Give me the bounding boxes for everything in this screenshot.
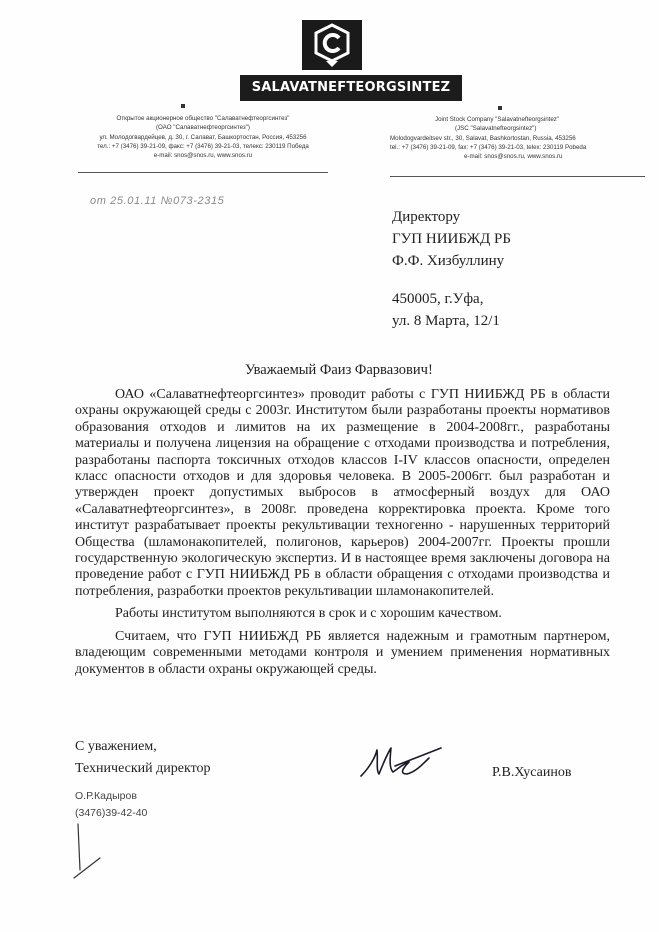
letterhead-line: e-mail: snos@snos.ru, www.snos.ru [153, 152, 253, 160]
header-marker [181, 104, 185, 108]
header-rule-left [78, 172, 328, 173]
company-logo [302, 20, 362, 70]
letterhead-line: (ОАО "Салаватнефтеоргсинтез") [156, 124, 250, 132]
letterhead-line: e-mail: snos@snos.ru, www.snos.ru [464, 153, 563, 161]
address-line: ул. 8 Марта, 12/1 [392, 313, 500, 329]
closing-block [75, 736, 211, 780]
header-rule-right [390, 176, 645, 177]
letterhead-russian [78, 114, 328, 160]
handwritten-signature-icon [355, 738, 445, 784]
letter-body [75, 387, 610, 678]
address-line: 450005, г.Уфа, [392, 291, 484, 307]
letterhead-line: Joint Stock Company "Salavatnefteorgsintez" [435, 116, 560, 123]
body-paragraph: Работы институтом выполняются в срок и с хорошим качеством. [115, 606, 502, 622]
letterhead-line: Molodogvardeitsev str., 30, Salavat, Bashkortostan, Russia, 453256 [390, 134, 576, 142]
letterhead-english [390, 115, 640, 161]
logo-emblem-icon [312, 23, 352, 67]
letterhead-line: ул. Молодогвардейцев, д. 30, г. Салават, Башкортостан, Россия, 453256 [99, 133, 307, 141]
addressee-line: Директору [392, 209, 461, 225]
body-paragraph: Считаем, что ГУП НИИБЖД РБ является надежным и грамотным партнером, владеющим современными методами контроля и умением применения нормативных документов в области охраны окружающей среды. [75, 628, 610, 677]
closing-line: С уважением, [75, 739, 157, 754]
executor-block [75, 788, 147, 822]
letterhead-line: Открытое акционерное общество "Салаватнефтеоргсинтез" [116, 115, 290, 122]
body-paragraph: ОАО «Салаватнефтеоргсинтез» проводит работы с ГУП НИИБЖД РБ в области охраны окружающей среды с 2003г. Институтом были разработаны проекты нормативов образования отходов и лимитов на их размещение в 2004-2008гг., разработаны материалы и получена лицензия на обращение с отходами производства и потребления, разработаны паспорта токсичных отходов классов I-IV классов опасности, определен класс опасности отходов и для здоровья человека. В 2005-2006гг. был разработан и утвержден проект допустимых выбросов в атмосферный воздух для ОАО «Салаватнефтеоргсинтез», в 2008г. проведена корректировка проекта. Кроме того институт разрабатывает проекты рекультивации техногенно - нарушенных территорий Общества (шламонакопителей, полигонов, карьеров) 2004-2007гг. Проекты прошли государственную экологическую экспертиз. И в настоящее время заключены договора на проведение работ с ГУП НИИБЖД РБ в области обращения с отходами производства и потребления, разработки проектов рекультивации шламонакопителей. [75, 387, 610, 599]
closing-line: Технический директор [75, 761, 211, 776]
pen-mark-icon [70, 822, 110, 882]
brand-name: SALAVATNEFTEORGSINTEZ [240, 75, 462, 101]
greeting: Уважаемый Фаиз Фарвазович! [245, 362, 433, 378]
letterhead-line: тел.: +7 (3476) 39-21-09, факс: +7 (3476) 39-21-03, телекс: 230119 Победа [97, 142, 309, 150]
letterhead-line: tel.: +7 (3476) 39-21-09, fax: +7 (3476) 39-21-03, telex: 230119 Pobeda [390, 143, 587, 151]
header-marker [498, 106, 502, 110]
addressee-line: ГУП НИИБЖД РБ [392, 231, 511, 247]
addressee-block [392, 206, 511, 332]
signatory-name: Р.В.Хусаинов [492, 765, 572, 780]
executor-name: О.Р.Кадыров [75, 790, 137, 802]
addressee-line: Ф.Ф. Хизбуллину [392, 253, 505, 269]
letterhead-line: (JSC "Salavatnefteorgsintez") [455, 125, 537, 133]
registration-number: от 25.01.11 №073-2315 [90, 195, 225, 207]
executor-phone: (3476)39-42-40 [75, 807, 148, 819]
